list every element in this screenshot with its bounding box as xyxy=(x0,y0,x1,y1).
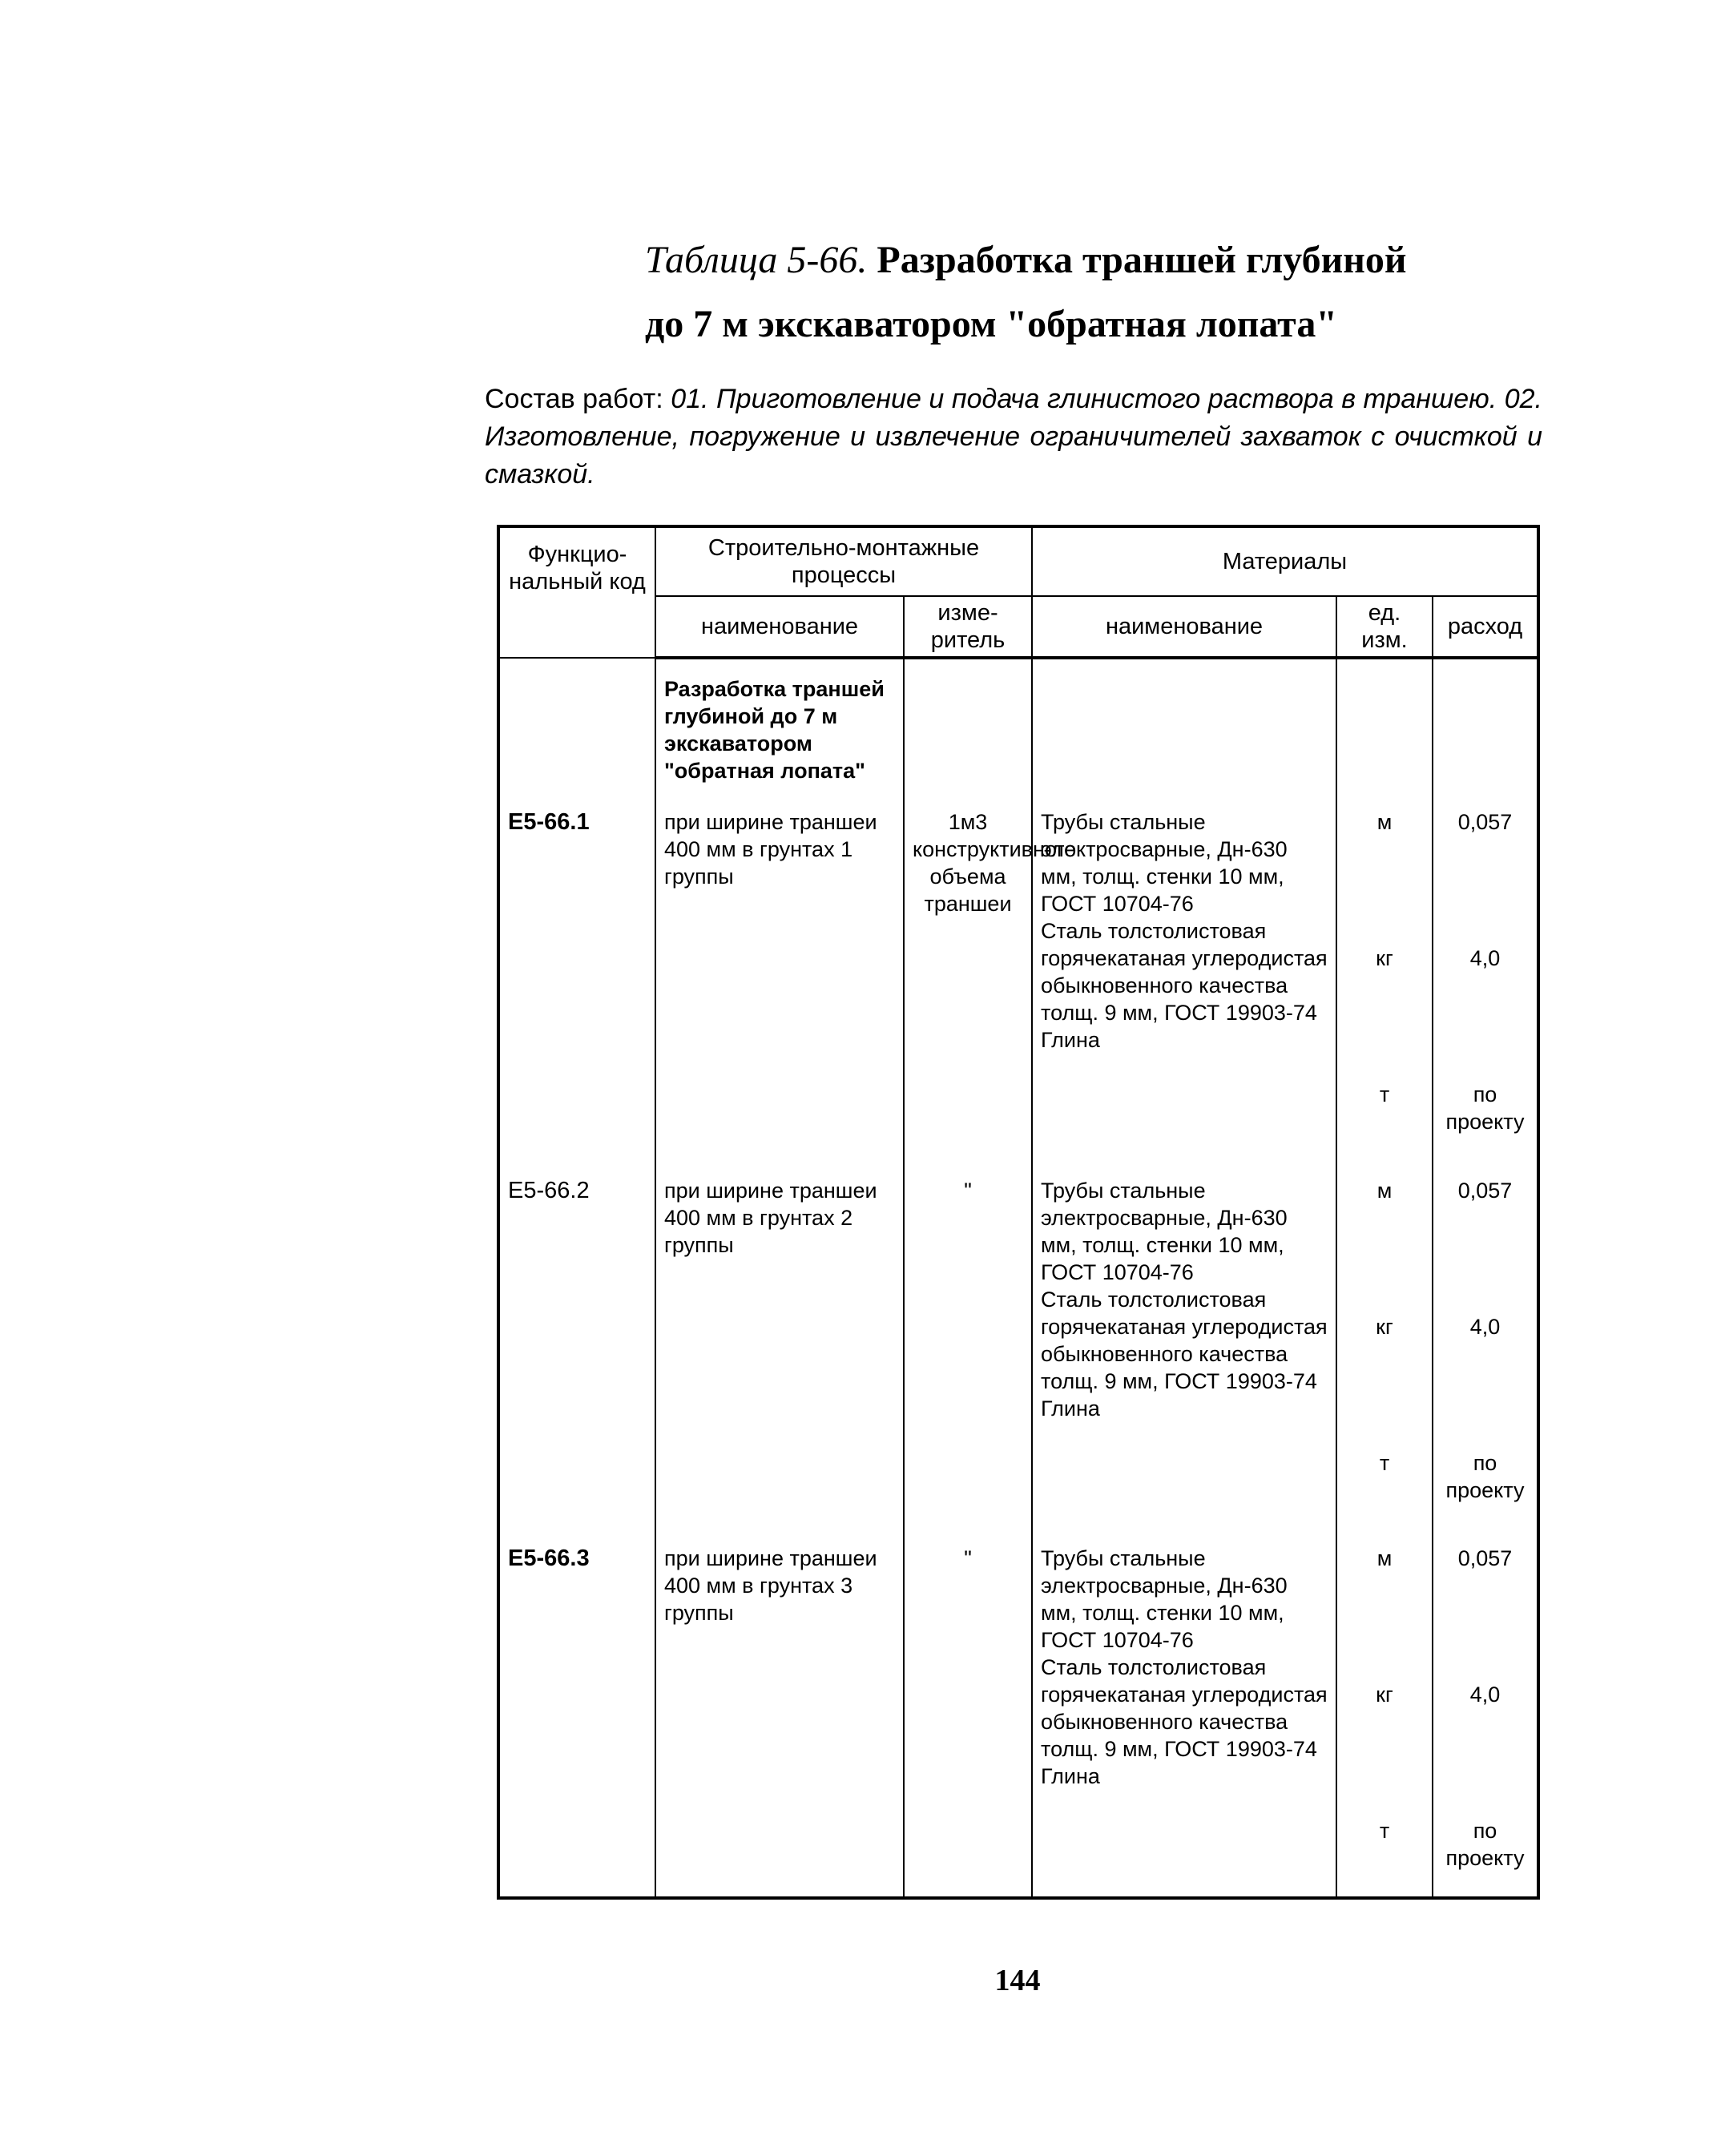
material-name: Трубы стальные электросварные, Дн-630 мм, толщ. стенки 10 мм, ГОСТ 10704-76 xyxy=(1041,1545,1288,1652)
material-unit: кг xyxy=(1376,1682,1393,1707)
composition-label: Состав работ: xyxy=(485,384,671,414)
header-process-name: наименование xyxy=(655,596,904,658)
title-line-1 xyxy=(645,228,1606,292)
row-code: Е5-66.3 xyxy=(498,1545,655,1896)
table-row xyxy=(498,1545,1538,1896)
header-row-1 xyxy=(498,526,1538,596)
row-material-units xyxy=(1336,1177,1433,1529)
table-row xyxy=(498,1177,1538,1529)
row-materials xyxy=(1032,1545,1336,1896)
table-row xyxy=(498,808,1538,1160)
spacer-row xyxy=(498,1161,1538,1177)
filler-row xyxy=(498,1896,1538,1898)
title-main-line-1: Разработка траншей глубиной xyxy=(877,239,1407,281)
material-name: Трубы стальные электросварные, Дн-630 мм, толщ. стенки 10 мм, ГОСТ 10704-76 xyxy=(1041,810,1288,917)
spacer-row xyxy=(498,658,1538,675)
row-process-name: при ширине траншеи 400 мм в грунтах 1 группы xyxy=(655,808,904,1160)
spacer-row xyxy=(498,792,1538,808)
header-processes: Строительно-монтажные процессы xyxy=(655,526,1032,596)
row-material-units xyxy=(1336,1545,1433,1896)
row-process-unit: " xyxy=(904,1545,1032,1896)
material-qty: 0,057 xyxy=(1457,1178,1513,1203)
material-name: Сталь толстолистовая горячекатаная углеродистая обыкновенного качества толщ. 9 мм, ГОСТ 19903-74 xyxy=(1041,1654,1328,1761)
norms-table xyxy=(497,525,1540,1900)
material-name: Сталь толстолистовая горячекатаная углеродистая обыкновенного качества толщ. 9 мм, ГОСТ 19903-74 xyxy=(1041,1287,1328,1393)
section-title-row xyxy=(498,675,1538,792)
row-material-units xyxy=(1336,808,1433,1160)
material-qty: 0,057 xyxy=(1457,810,1513,835)
spacer-row xyxy=(498,1529,1538,1545)
row-material-qtys xyxy=(1433,1177,1538,1529)
material-unit: м xyxy=(1376,810,1393,835)
row-material-qtys xyxy=(1433,808,1538,1160)
material-unit: т xyxy=(1379,1082,1390,1107)
header-material-unit: ед. изм. xyxy=(1336,596,1433,658)
work-composition xyxy=(485,381,1542,494)
row-materials xyxy=(1032,808,1336,1160)
title-main-line-2: до 7 м экскаватором "обратная лопата" xyxy=(645,303,1337,345)
material-qty: по проекту xyxy=(1445,1082,1525,1134)
composition-items: 01. Приготовление и подача глинистого раствора в траншею. 02. Изготовление, погружение и извлечение ограничителей захваток с очисткой и смазкой. xyxy=(485,384,1542,490)
header-code: Функцио-нальный код xyxy=(498,526,655,658)
material-unit: м xyxy=(1376,1545,1393,1570)
material-name: Глина xyxy=(1041,1028,1100,1053)
row-material-qtys xyxy=(1433,1545,1538,1896)
material-name: Глина xyxy=(1041,1763,1100,1788)
row-process-unit: 1м3 конструктивного объема траншеи xyxy=(904,808,1032,1160)
material-name: Глина xyxy=(1041,1396,1100,1421)
material-name: Трубы стальные электросварные, Дн-630 мм, толщ. стенки 10 мм, ГОСТ 10704-76 xyxy=(1041,1178,1288,1284)
section-title: Разработка траншей глубиной до 7 м экскаватором "обратная лопата" xyxy=(655,675,904,792)
header-process-unit: изме-ритель xyxy=(904,596,1032,658)
material-unit: кг xyxy=(1376,946,1393,971)
title-prefix: Таблица 5-66. xyxy=(645,239,868,281)
table-title xyxy=(645,228,1606,357)
row-process-name: при ширине траншеи 400 мм в грунтах 3 группы xyxy=(655,1545,904,1896)
row-process-name: при ширине траншеи 400 мм в грунтах 2 группы xyxy=(655,1177,904,1529)
header-material-qty: расход xyxy=(1433,596,1538,658)
row-code: Е5-66.2 xyxy=(498,1177,655,1529)
header-materials: Материалы xyxy=(1032,526,1538,596)
material-qty: 4,0 xyxy=(1469,946,1501,971)
material-unit: т xyxy=(1379,1450,1390,1475)
material-name: Сталь толстолистовая горячекатаная углеродистая обыкновенного качества толщ. 9 мм, ГОСТ 19903-74 xyxy=(1041,919,1328,1026)
material-qty: по проекту xyxy=(1445,1450,1525,1502)
material-unit: м xyxy=(1376,1178,1393,1203)
header-material-name: наименование xyxy=(1032,596,1336,658)
material-qty: по проекту xyxy=(1445,1818,1525,1870)
material-qty: 4,0 xyxy=(1469,1682,1501,1707)
row-process-unit: " xyxy=(904,1177,1032,1529)
row-materials xyxy=(1032,1177,1336,1529)
row-code: Е5-66.1 xyxy=(498,808,655,1160)
page-number: 144 xyxy=(994,1964,1041,1997)
material-qty: 0,057 xyxy=(1457,1545,1513,1570)
material-qty: 4,0 xyxy=(1469,1314,1501,1339)
material-unit: кг xyxy=(1376,1314,1393,1339)
material-unit: т xyxy=(1379,1818,1390,1843)
